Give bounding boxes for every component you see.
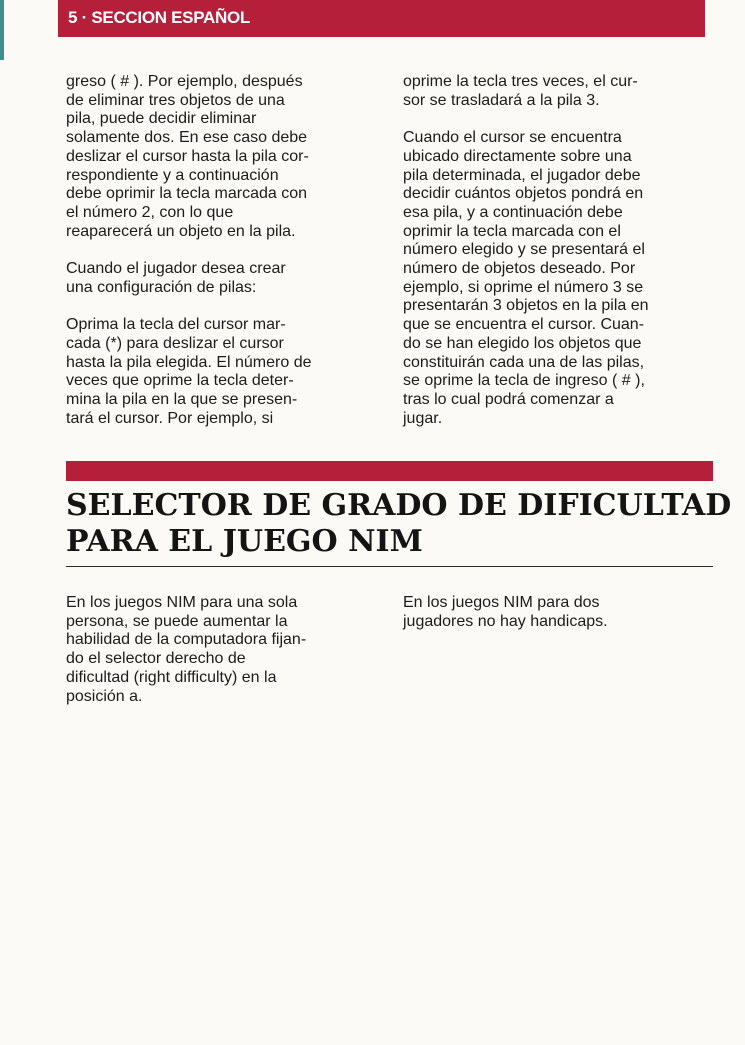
paragraph: En los juegos NIM para una sola persona, se puede aumentar la habilidad de la computadora fijan- do el selector derecho de dificultad (right difficulty) en la posición a.: [66, 594, 307, 705]
top-right-column: [403, 73, 703, 428]
paragraph: oprime la tecla tres veces, el cur- sor se trasladará a la pila 3.: [403, 73, 638, 109]
section-heading-line-1: SELECTOR DE GRADO DE DIFICULTAD: [66, 488, 732, 523]
page-edge-strip: [0, 0, 4, 60]
section-heading-rule: [66, 566, 713, 567]
paragraph: En los juegos NIM para dos jugadores no hay handicaps.: [403, 594, 608, 630]
section-divider-bar: [66, 461, 713, 481]
section-right-column: [403, 594, 703, 631]
header-bar: [58, 0, 705, 37]
paragraph: Cuando el cursor se encuentra ubicado directamente sobre una pila determinada, el jugador debe decidir cuántos objetos pondrá en esa pila, y a continuación debe oprimir la tecla marcada con el número elegido y se presentará el número de objetos deseado. Por ejemplo, si oprime el número 3 se presentarán 3 objetos en la pila en que se encuentra el cursor. Cuan- do se han elegido los objetos que constituirán cada una de las pilas, se oprime la tecla de ingreso ( # ), tras lo cual podrá comenzar a jugar.: [403, 129, 649, 427]
section-left-column: [66, 594, 366, 706]
section-heading: [66, 488, 732, 560]
paragraph: Cuando el jugador desea crear una configuración de pilas:: [66, 260, 286, 296]
page-header-title: 5 · SECCION ESPAÑOL: [68, 8, 250, 27]
paragraph: greso ( # ). Por ejemplo, después de eliminar tres objetos de una pila, puede decidir eliminar solamente dos. En ese caso debe deslizar el cursor hasta la pila cor- respondiente y a continuación debe oprimir la tecla marcada con el número 2, con lo que reaparecerá un objeto en la pila.: [66, 73, 309, 240]
paragraph: Oprima la tecla del cursor mar- cada (*) para deslizar el cursor hasta la pila elegida. El número de veces que oprime la tecla deter- mina la pila en la que se presen- tará el cursor. Por ejemplo, si: [66, 316, 312, 427]
top-left-column: [66, 73, 366, 428]
section-heading-line-2: PARA EL JUEGO NIM: [66, 524, 423, 559]
